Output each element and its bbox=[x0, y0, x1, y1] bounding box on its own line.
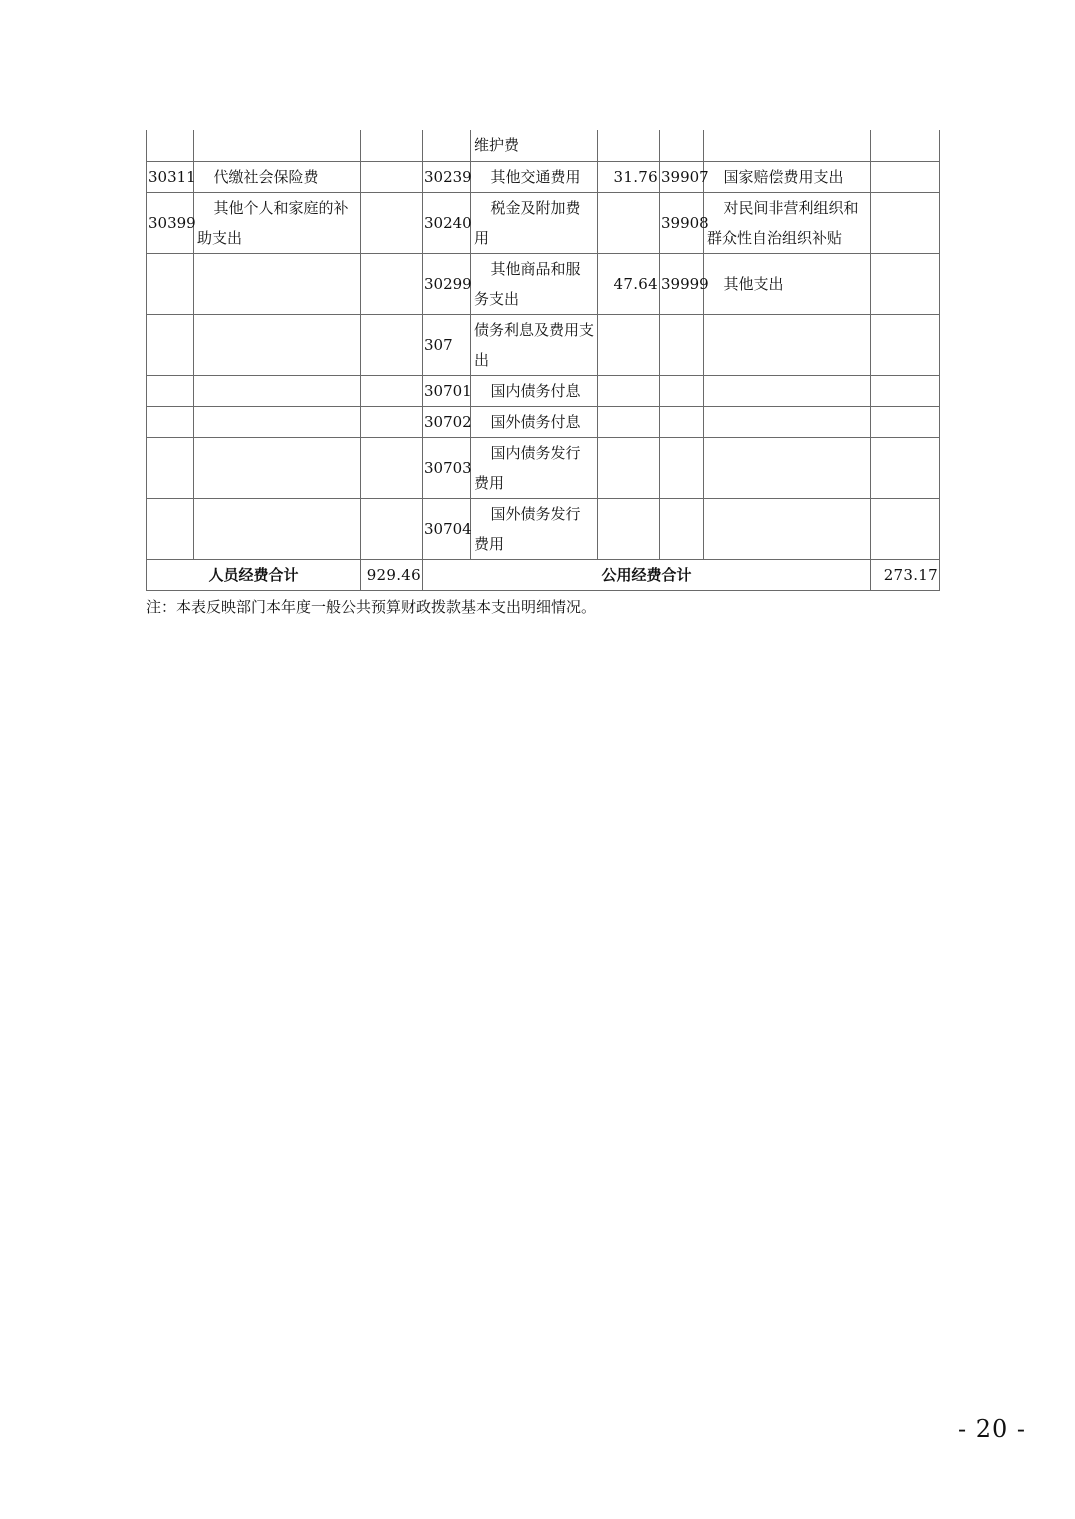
other-code-cell bbox=[660, 498, 704, 559]
public-total-label: 公用经费合计 bbox=[423, 559, 871, 590]
other-amount-cell bbox=[871, 161, 940, 192]
personnel-item-cell bbox=[194, 130, 361, 161]
personnel-total-label: 人员经费合计 bbox=[147, 559, 361, 590]
public-code-cell: 30703 bbox=[423, 437, 471, 498]
public-amount-cell bbox=[598, 130, 660, 161]
public-item-cell: 债务利息及费用支出 bbox=[471, 314, 598, 375]
personnel-code-cell bbox=[147, 375, 194, 406]
personnel-item-cell: 代缴社会保险费 bbox=[194, 161, 361, 192]
table-row bbox=[147, 192, 940, 253]
personnel-amount-cell bbox=[361, 375, 423, 406]
public-code-cell bbox=[423, 130, 471, 161]
personnel-item-cell bbox=[194, 437, 361, 498]
other-amount-cell bbox=[871, 406, 940, 437]
table-footnote: 注：本表反映部门本年度一般公共预算财政拨款基本支出明细情况。 bbox=[146, 598, 597, 616]
personnel-amount-cell bbox=[361, 192, 423, 253]
other-code-cell: 39999 bbox=[660, 253, 704, 314]
public-code-cell: 30240 bbox=[423, 192, 471, 253]
public-code-cell: 30702 bbox=[423, 406, 471, 437]
other-amount-cell bbox=[871, 253, 940, 314]
public-amount-cell bbox=[598, 406, 660, 437]
personnel-amount-cell bbox=[361, 498, 423, 559]
table-row bbox=[147, 130, 940, 161]
personnel-total-value: 929.46 bbox=[361, 559, 423, 590]
public-code-cell: 30704 bbox=[423, 498, 471, 559]
personnel-item-cell: 其他个人和家庭的补助支出 bbox=[194, 192, 361, 253]
table-row bbox=[147, 253, 940, 314]
other-amount-cell bbox=[871, 192, 940, 253]
totals-row bbox=[147, 559, 940, 590]
public-amount-cell: 47.64 bbox=[598, 253, 660, 314]
table-row bbox=[147, 406, 940, 437]
other-code-cell bbox=[660, 130, 704, 161]
other-item-cell bbox=[704, 375, 871, 406]
public-item-cell: 其他交通费用 bbox=[471, 161, 598, 192]
public-item-cell: 国外债务付息 bbox=[471, 406, 598, 437]
other-code-cell: 39907 bbox=[660, 161, 704, 192]
other-amount-cell bbox=[871, 498, 940, 559]
public-amount-cell: 31.76 bbox=[598, 161, 660, 192]
personnel-amount-cell bbox=[361, 406, 423, 437]
public-code-cell: 30299 bbox=[423, 253, 471, 314]
personnel-item-cell bbox=[194, 314, 361, 375]
public-total-value: 273.17 bbox=[871, 559, 940, 590]
public-amount-cell bbox=[598, 375, 660, 406]
other-code-cell bbox=[660, 406, 704, 437]
public-code-cell: 30239 bbox=[423, 161, 471, 192]
other-item-cell: 对民间非营利组织和群众性自治组织补贴 bbox=[704, 192, 871, 253]
other-amount-cell bbox=[871, 375, 940, 406]
personnel-item-cell bbox=[194, 253, 361, 314]
personnel-code-cell: 30399 bbox=[147, 192, 194, 253]
table-row bbox=[147, 375, 940, 406]
personnel-code-cell bbox=[147, 437, 194, 498]
public-code-cell: 307 bbox=[423, 314, 471, 375]
other-item-cell bbox=[704, 406, 871, 437]
personnel-amount-cell bbox=[361, 161, 423, 192]
personnel-code-cell bbox=[147, 314, 194, 375]
public-item-cell: 维护费 bbox=[471, 130, 598, 161]
public-code-cell: 30701 bbox=[423, 375, 471, 406]
other-code-cell: 39908 bbox=[660, 192, 704, 253]
personnel-amount-cell bbox=[361, 314, 423, 375]
other-amount-cell bbox=[871, 130, 940, 161]
other-amount-cell bbox=[871, 437, 940, 498]
public-item-cell: 税金及附加费用 bbox=[471, 192, 598, 253]
personnel-item-cell bbox=[194, 406, 361, 437]
table-row bbox=[147, 314, 940, 375]
public-item-cell: 国外债务发行费用 bbox=[471, 498, 598, 559]
other-amount-cell bbox=[871, 314, 940, 375]
public-item-cell: 国内债务发行费用 bbox=[471, 437, 598, 498]
personnel-code-cell bbox=[147, 406, 194, 437]
personnel-item-cell bbox=[194, 375, 361, 406]
budget-expenditure-table bbox=[146, 130, 940, 591]
public-amount-cell bbox=[598, 314, 660, 375]
other-code-cell bbox=[660, 437, 704, 498]
other-item-cell bbox=[704, 314, 871, 375]
public-item-cell: 其他商品和服务支出 bbox=[471, 253, 598, 314]
other-item-cell bbox=[704, 130, 871, 161]
table-row bbox=[147, 437, 940, 498]
personnel-code-cell bbox=[147, 130, 194, 161]
personnel-code-cell bbox=[147, 253, 194, 314]
personnel-item-cell bbox=[194, 498, 361, 559]
public-amount-cell bbox=[598, 498, 660, 559]
other-code-cell bbox=[660, 375, 704, 406]
other-item-cell bbox=[704, 437, 871, 498]
other-code-cell bbox=[660, 314, 704, 375]
other-item-cell: 其他支出 bbox=[704, 253, 871, 314]
public-item-cell: 国内债务付息 bbox=[471, 375, 598, 406]
personnel-amount-cell bbox=[361, 437, 423, 498]
personnel-code-cell bbox=[147, 498, 194, 559]
personnel-amount-cell bbox=[361, 130, 423, 161]
public-amount-cell bbox=[598, 437, 660, 498]
personnel-code-cell: 30311 bbox=[147, 161, 194, 192]
other-item-cell: 国家赔偿费用支出 bbox=[704, 161, 871, 192]
public-amount-cell bbox=[598, 192, 660, 253]
page-number: - 20 - bbox=[958, 1415, 1027, 1443]
table-row bbox=[147, 498, 940, 559]
personnel-amount-cell bbox=[361, 253, 423, 314]
other-item-cell bbox=[704, 498, 871, 559]
table-row bbox=[147, 161, 940, 192]
